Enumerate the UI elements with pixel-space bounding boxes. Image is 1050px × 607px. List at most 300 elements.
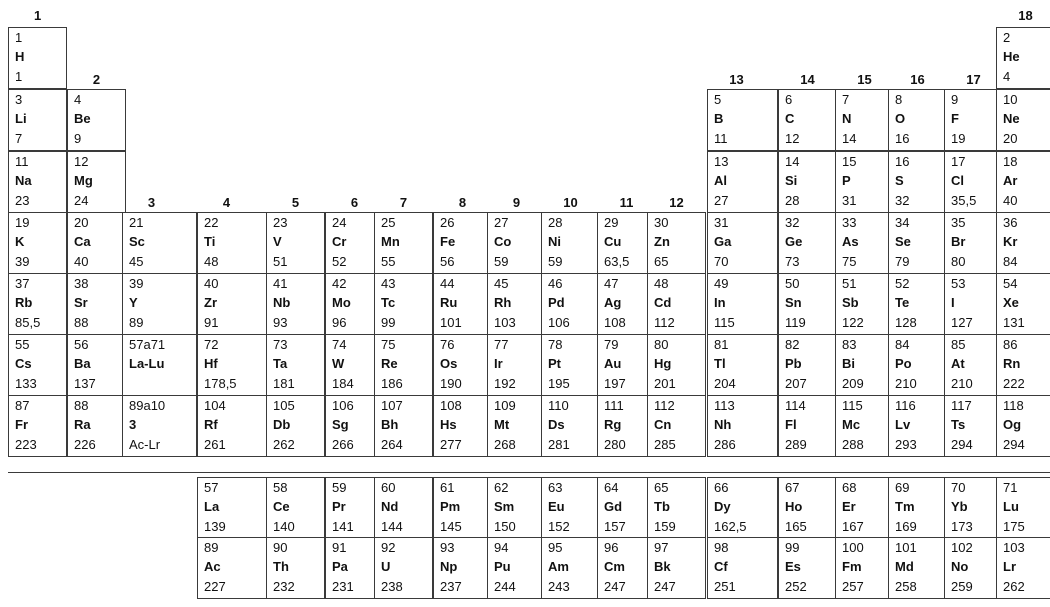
element-cell-30 xyxy=(647,212,706,274)
element-symbol: Cn xyxy=(654,417,672,432)
atomic-number: 90 xyxy=(273,540,288,555)
atomic-mass: 119 xyxy=(785,315,806,330)
element-symbol: Sg xyxy=(332,417,349,432)
element-symbol: Sc xyxy=(129,234,145,249)
element-cell-104 xyxy=(197,395,272,457)
atomic-mass: 140 xyxy=(273,519,295,534)
atomic-mass: 238 xyxy=(381,579,403,594)
element-symbol: At xyxy=(951,356,965,371)
element-symbol: Hs xyxy=(440,417,457,432)
element-symbol: Ba xyxy=(74,356,91,371)
atomic-mass: 65 xyxy=(654,254,669,269)
atomic-number: 92 xyxy=(381,540,396,555)
element-cell-73 xyxy=(266,334,325,396)
atomic-number: 19 xyxy=(15,215,30,230)
element-cell-60 xyxy=(374,477,433,539)
element-symbol: Bk xyxy=(654,559,671,574)
element-symbol: Ra xyxy=(74,417,91,432)
element-cell-89a10 xyxy=(122,395,197,457)
element-cell-6 xyxy=(778,89,837,151)
element-symbol: Rg xyxy=(604,417,622,432)
element-symbol: Cd xyxy=(654,295,672,310)
atomic-mass: 88 xyxy=(74,315,89,330)
element-symbol: Hf xyxy=(204,356,218,371)
group-header-3: 3 xyxy=(147,195,156,210)
atomic-number: 30 xyxy=(654,215,669,230)
element-cell-63 xyxy=(541,477,600,539)
group-header-15: 15 xyxy=(857,72,872,87)
atomic-number: 96 xyxy=(604,540,619,555)
element-symbol: Ce xyxy=(273,499,290,514)
atomic-number: 79 xyxy=(604,337,619,352)
group-header-6: 6 xyxy=(350,195,359,210)
group-header-14: 14 xyxy=(800,72,815,87)
atomic-number: 111 xyxy=(604,398,624,413)
atomic-mass: 247 xyxy=(654,579,676,594)
element-symbol: P xyxy=(842,173,851,188)
element-cell-94 xyxy=(487,537,546,599)
element-symbol: W xyxy=(332,356,345,371)
element-symbol: Sn xyxy=(785,295,802,310)
element-symbol: Tl xyxy=(714,356,726,371)
element-symbol: Fl xyxy=(785,417,797,432)
atomic-mass: 79 xyxy=(895,254,910,269)
element-symbol: Db xyxy=(273,417,291,432)
element-cell-76 xyxy=(433,334,492,396)
atomic-mass: 141 xyxy=(332,519,354,534)
element-cell-72 xyxy=(197,334,272,396)
group-header-18: 18 xyxy=(1018,8,1033,23)
atomic-number: 7 xyxy=(842,92,850,107)
atomic-mass: 39 xyxy=(15,254,30,269)
atomic-number: 8 xyxy=(895,92,903,107)
atomic-number: 84 xyxy=(895,337,910,352)
element-symbol: Np xyxy=(440,559,458,574)
element-symbol: As xyxy=(842,234,859,249)
element-cell-12 xyxy=(67,151,126,213)
atomic-mass: 11 xyxy=(714,131,728,146)
element-cell-32 xyxy=(778,212,837,274)
atomic-mass: 222 xyxy=(1003,376,1025,391)
atomic-number: 37 xyxy=(15,276,30,291)
element-symbol: F xyxy=(951,111,959,126)
element-cell-98 xyxy=(707,537,778,599)
element-symbol: Mn xyxy=(381,234,400,249)
atomic-mass: 96 xyxy=(332,315,347,330)
atomic-number: 74 xyxy=(332,337,347,352)
atomic-mass: 108 xyxy=(604,315,626,330)
element-cell-44 xyxy=(433,273,492,335)
element-symbol: Tb xyxy=(654,499,670,514)
atomic-mass: 103 xyxy=(494,315,516,330)
atomic-mass: 59 xyxy=(548,254,563,269)
atomic-number: 66 xyxy=(714,480,729,495)
element-cell-9 xyxy=(944,89,1003,151)
element-cell-4 xyxy=(67,89,126,151)
atomic-number: 40 xyxy=(204,276,219,291)
atomic-number: 56 xyxy=(74,337,89,352)
element-cell-78 xyxy=(541,334,600,396)
element-cell-77 xyxy=(487,334,546,396)
atomic-mass: 106 xyxy=(548,315,570,330)
element-cell-21 xyxy=(122,212,197,274)
atomic-number: 117 xyxy=(951,398,972,413)
atomic-number: 108 xyxy=(440,398,462,413)
element-cell-8 xyxy=(888,89,947,151)
atomic-number: 97 xyxy=(654,540,669,555)
element-symbol: Gd xyxy=(604,499,623,514)
atomic-mass: 59 xyxy=(494,254,509,269)
element-symbol: Be xyxy=(74,111,91,126)
element-cell-49 xyxy=(707,273,778,335)
element-cell-114 xyxy=(778,395,837,457)
element-cell-55 xyxy=(8,334,67,396)
atomic-mass: 237 xyxy=(440,579,462,594)
atomic-mass: 40 xyxy=(1003,193,1018,208)
element-symbol: Rh xyxy=(494,295,512,310)
element-symbol: Zn xyxy=(654,234,670,249)
element-symbol: Au xyxy=(604,356,622,371)
group-header-7: 7 xyxy=(399,195,408,210)
atomic-number: 32 xyxy=(785,215,800,230)
atomic-mass: 262 xyxy=(1003,579,1025,594)
atomic-number: 27 xyxy=(494,215,509,230)
atomic-number: 106 xyxy=(332,398,354,413)
element-cell-68 xyxy=(835,477,894,539)
atomic-mass: 178,5 xyxy=(204,376,237,391)
element-cell-25 xyxy=(374,212,433,274)
atomic-mass: 262 xyxy=(273,437,295,452)
atomic-number: 102 xyxy=(951,540,973,555)
element-symbol: Pa xyxy=(332,559,348,574)
atomic-number: 115 xyxy=(842,398,863,413)
element-cell-15 xyxy=(835,151,894,213)
element-symbol: Cl xyxy=(951,173,964,188)
group-header-12: 12 xyxy=(669,195,684,210)
element-cell-89 xyxy=(197,537,272,599)
atomic-mass: 85,5 xyxy=(15,315,41,330)
atomic-number: 95 xyxy=(548,540,563,555)
atomic-number: 34 xyxy=(895,215,910,230)
element-symbol: La-Lu xyxy=(129,356,165,371)
element-cell-61 xyxy=(433,477,492,539)
element-symbol: Nd xyxy=(381,499,399,514)
atomic-number: 85 xyxy=(951,337,966,352)
element-symbol: He xyxy=(1003,49,1020,64)
element-symbol: Ca xyxy=(74,234,91,249)
element-cell-54 xyxy=(996,273,1050,335)
atomic-number: 22 xyxy=(204,215,219,230)
element-symbol: Cf xyxy=(714,559,728,574)
element-symbol: Sb xyxy=(842,295,859,310)
element-cell-45 xyxy=(487,273,546,335)
element-cell-103 xyxy=(996,537,1050,599)
element-symbol: Pr xyxy=(332,499,346,514)
element-cell-27 xyxy=(487,212,546,274)
atomic-number: 118 xyxy=(1003,398,1024,413)
element-symbol: Yb xyxy=(951,499,968,514)
atomic-mass: 40 xyxy=(74,254,89,269)
element-cell-117 xyxy=(944,395,1003,457)
atomic-mass: Ac-Lr xyxy=(129,437,161,452)
element-symbol: Nh xyxy=(714,417,732,432)
element-symbol: Ar xyxy=(1003,173,1018,188)
atomic-number: 13 xyxy=(714,154,729,169)
atomic-mass: 192 xyxy=(494,376,516,391)
group-header-10: 10 xyxy=(563,195,578,210)
element-symbol: Li xyxy=(15,111,27,126)
atomic-number: 49 xyxy=(714,276,729,291)
atomic-mass: 139 xyxy=(204,519,226,534)
element-cell-17 xyxy=(944,151,1003,213)
element-cell-5 xyxy=(707,89,778,151)
element-cell-70 xyxy=(944,477,1003,539)
atomic-number: 100 xyxy=(842,540,864,555)
atomic-mass: 226 xyxy=(74,437,96,452)
atomic-mass: 157 xyxy=(604,519,626,534)
element-cell-20 xyxy=(67,212,126,274)
element-cell-51 xyxy=(835,273,894,335)
atomic-mass: 244 xyxy=(494,579,516,594)
atomic-mass: 131 xyxy=(1003,315,1025,330)
element-cell-110 xyxy=(541,395,600,457)
atomic-number: 72 xyxy=(204,337,219,352)
element-cell-31 xyxy=(707,212,778,274)
atomic-number: 28 xyxy=(548,215,563,230)
atomic-mass: 127 xyxy=(951,315,973,330)
atomic-mass: 257 xyxy=(842,579,864,594)
atomic-mass: 261 xyxy=(204,437,226,452)
element-symbol: B xyxy=(714,111,724,126)
element-cell-34 xyxy=(888,212,947,274)
atomic-number: 54 xyxy=(1003,276,1018,291)
element-cell-93 xyxy=(433,537,492,599)
atomic-mass: 197 xyxy=(604,376,626,391)
atomic-number: 87 xyxy=(15,398,30,413)
element-cell-26 xyxy=(433,212,492,274)
element-cell-115 xyxy=(835,395,894,457)
atomic-number: 9 xyxy=(951,92,959,107)
atomic-number: 86 xyxy=(1003,337,1018,352)
element-symbol: Ds xyxy=(548,417,565,432)
element-cell-105 xyxy=(266,395,325,457)
element-symbol: Ne xyxy=(1003,111,1020,126)
element-cell-53 xyxy=(944,273,1003,335)
atomic-mass: 259 xyxy=(951,579,973,594)
atomic-number: 33 xyxy=(842,215,857,230)
atomic-mass: 137 xyxy=(74,376,96,391)
atomic-mass: 286 xyxy=(714,437,736,452)
atomic-mass: 70 xyxy=(714,254,729,269)
element-cell-87 xyxy=(8,395,67,457)
atomic-mass: 167 xyxy=(842,519,864,534)
atomic-mass: 28 xyxy=(785,193,800,208)
atomic-number: 101 xyxy=(895,540,917,555)
atomic-mass: 210 xyxy=(895,376,917,391)
element-symbol: Mc xyxy=(842,417,861,432)
group-header-17: 17 xyxy=(966,72,981,87)
element-cell-66 xyxy=(707,477,778,539)
element-symbol: K xyxy=(15,234,25,249)
atomic-number: 107 xyxy=(381,398,403,413)
element-cell-100 xyxy=(835,537,894,599)
atomic-mass: 268 xyxy=(494,437,516,452)
atomic-number: 94 xyxy=(494,540,509,555)
element-symbol: Xe xyxy=(1003,295,1019,310)
element-symbol: Lv xyxy=(895,417,911,432)
element-symbol: Fm xyxy=(842,559,862,574)
atomic-mass: 251 xyxy=(714,579,736,594)
atomic-mass: 175 xyxy=(1003,519,1025,534)
atomic-mass: 201 xyxy=(654,376,676,391)
element-cell-116 xyxy=(888,395,947,457)
element-cell-50 xyxy=(778,273,837,335)
atomic-mass: 258 xyxy=(895,579,917,594)
atomic-number: 48 xyxy=(654,276,669,291)
atomic-number: 53 xyxy=(951,276,966,291)
atomic-mass: 204 xyxy=(714,376,736,391)
element-cell-11 xyxy=(8,151,67,213)
atomic-number: 6 xyxy=(785,92,793,107)
atomic-number: 82 xyxy=(785,337,800,352)
group-header-13: 13 xyxy=(729,72,744,87)
element-symbol: Br xyxy=(951,234,966,249)
atomic-mass: 115 xyxy=(714,315,735,330)
element-cell-80 xyxy=(647,334,706,396)
atomic-mass: 231 xyxy=(332,579,354,594)
atomic-mass: 294 xyxy=(951,437,973,452)
element-cell-109 xyxy=(487,395,546,457)
element-symbol: H xyxy=(15,49,25,64)
element-symbol: In xyxy=(714,295,726,310)
atomic-number: 89a10 xyxy=(129,398,166,413)
element-symbol: Fe xyxy=(440,234,456,249)
element-cell-92 xyxy=(374,537,433,599)
atomic-number: 76 xyxy=(440,337,455,352)
atomic-number: 52 xyxy=(895,276,910,291)
element-cell-101 xyxy=(888,537,947,599)
atomic-mass: 63,5 xyxy=(604,254,630,269)
element-cell-7 xyxy=(835,89,894,151)
atomic-mass: 4 xyxy=(1003,69,1011,84)
atomic-number: 99 xyxy=(785,540,800,555)
element-cell-3 xyxy=(8,89,67,151)
atomic-number: 38 xyxy=(74,276,89,291)
element-cell-83 xyxy=(835,334,894,396)
element-cell-13 xyxy=(707,151,778,213)
element-symbol: Mo xyxy=(332,295,351,310)
atomic-mass: 159 xyxy=(654,519,676,534)
atomic-number: 2 xyxy=(1003,30,1011,45)
element-cell-86 xyxy=(996,334,1050,396)
atomic-number: 10 xyxy=(1003,92,1018,107)
group-header-8: 8 xyxy=(458,195,467,210)
atomic-mass: 144 xyxy=(381,519,403,534)
group-header-4: 4 xyxy=(222,195,231,210)
atomic-number: 35 xyxy=(951,215,966,230)
element-cell-67 xyxy=(778,477,837,539)
atomic-number: 44 xyxy=(440,276,455,291)
atomic-mass: 80 xyxy=(951,254,966,269)
element-cell-85 xyxy=(944,334,1003,396)
atomic-number: 75 xyxy=(381,337,396,352)
element-cell-22 xyxy=(197,212,272,274)
atomic-number: 18 xyxy=(1003,154,1018,169)
atomic-mass: 122 xyxy=(842,315,864,330)
atomic-mass: 195 xyxy=(548,376,570,391)
element-symbol: C xyxy=(785,111,795,126)
atomic-number: 31 xyxy=(714,215,729,230)
atomic-mass: 101 xyxy=(440,315,462,330)
element-symbol: Ge xyxy=(785,234,803,249)
atomic-mass: 35,5 xyxy=(951,193,977,208)
element-symbol: Kr xyxy=(1003,234,1018,249)
element-symbol: I xyxy=(951,295,955,310)
atomic-mass: 14 xyxy=(842,131,857,146)
element-symbol: Er xyxy=(842,499,856,514)
atomic-mass: 55 xyxy=(381,254,396,269)
atomic-mass: 48 xyxy=(204,254,219,269)
atomic-mass: 162,5 xyxy=(714,519,747,534)
element-symbol: Co xyxy=(494,234,512,249)
element-cell-19 xyxy=(8,212,67,274)
atomic-number: 103 xyxy=(1003,540,1025,555)
element-cell-90 xyxy=(266,537,325,599)
atomic-mass: 294 xyxy=(1003,437,1025,452)
element-cell-99 xyxy=(778,537,837,599)
atomic-number: 24 xyxy=(332,215,347,230)
element-cell-113 xyxy=(707,395,778,457)
atomic-mass: 293 xyxy=(895,437,917,452)
element-symbol: Ni xyxy=(548,234,561,249)
element-cell-88 xyxy=(67,395,126,457)
atomic-number: 78 xyxy=(548,337,563,352)
element-cell-112 xyxy=(647,395,706,457)
atomic-number: 71 xyxy=(1003,480,1018,495)
element-symbol: Sr xyxy=(74,295,88,310)
atomic-mass: 73 xyxy=(785,254,800,269)
atomic-mass: 84 xyxy=(1003,254,1018,269)
atomic-number: 17 xyxy=(951,154,966,169)
element-symbol: Ti xyxy=(204,234,216,249)
atomic-number: 55 xyxy=(15,337,30,352)
element-cell-38 xyxy=(67,273,126,335)
element-cell-97 xyxy=(647,537,706,599)
element-cell-52 xyxy=(888,273,947,335)
atomic-number: 89 xyxy=(204,540,219,555)
atomic-mass: 277 xyxy=(440,437,462,452)
element-symbol: Sm xyxy=(494,499,515,514)
atomic-number: 61 xyxy=(440,480,455,495)
atomic-mass: 169 xyxy=(895,519,917,534)
atomic-number: 77 xyxy=(494,337,509,352)
atomic-mass: 223 xyxy=(15,437,37,452)
atomic-number: 80 xyxy=(654,337,669,352)
atomic-mass: 16 xyxy=(895,131,910,146)
atomic-mass: 128 xyxy=(895,315,917,330)
element-symbol: Ac xyxy=(204,559,221,574)
element-symbol: Re xyxy=(381,356,398,371)
element-cell-41 xyxy=(266,273,325,335)
element-cell-39 xyxy=(122,273,197,335)
atomic-mass: 112 xyxy=(654,315,675,330)
atomic-number: 67 xyxy=(785,480,800,495)
element-symbol: Og xyxy=(1003,417,1022,432)
element-symbol: 3 xyxy=(129,417,137,432)
element-cell-107 xyxy=(374,395,433,457)
atomic-number: 20 xyxy=(74,215,89,230)
atomic-number: 11 xyxy=(15,154,29,169)
